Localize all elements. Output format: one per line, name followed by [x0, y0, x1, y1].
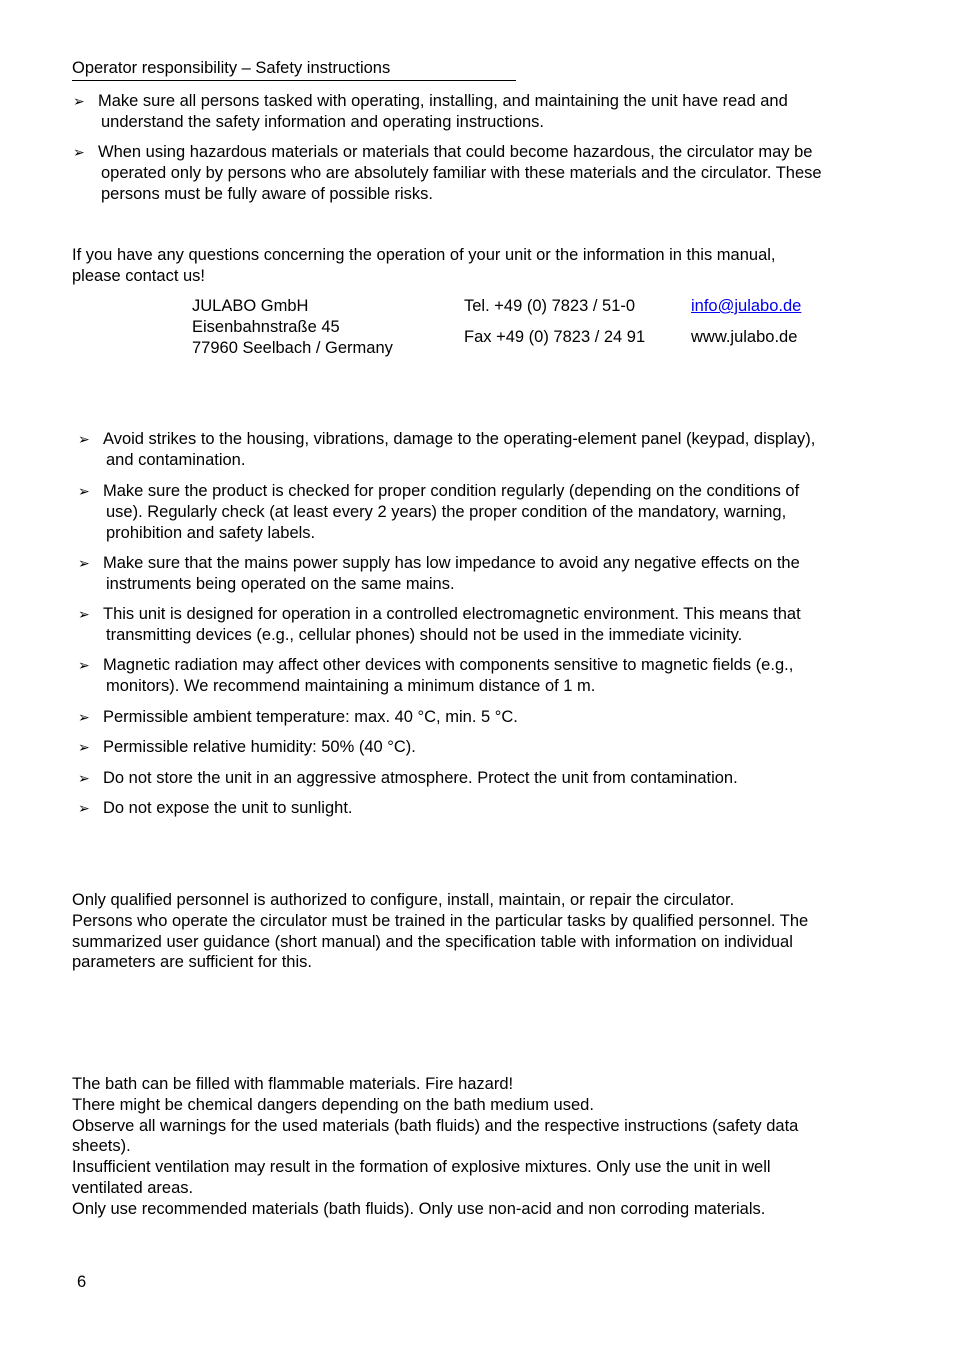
paragraph-line: Only qualified personnel is authorized to configure, install, maintain, or repair the circulator. [72, 891, 735, 909]
bullet-text: Avoid strikes to the housing, vibrations, damage to the operating-element panel (keypad, display), [103, 430, 816, 448]
paragraph-line: The bath can be filled with flammable materials. Fire hazard! [72, 1075, 514, 1093]
bullet-arrow-icon: ➢ [78, 606, 90, 622]
bullet-text: Magnetic radiation may affect other devices with components sensitive to magnetic fields (e.g., [103, 656, 794, 674]
bullet-arrow-icon: ➢ [78, 431, 90, 447]
bullet-arrow-icon: ➢ [78, 800, 90, 816]
bullet-text: This unit is designed for operation in a controlled electromagnetic environment. This means that [103, 605, 801, 623]
page-number: 6 [77, 1273, 87, 1291]
paragraph-line: Observe all warnings for the used materials (bath fluids) and the respective instructions (safety data [72, 1116, 799, 1135]
hazards-paragraph [72, 1074, 872, 1220]
bullet-text: use). Regularly check (at least every 2 years) the proper condition of the mandatory, warning, [106, 503, 787, 521]
city-address: 77960 Seelbach / Germany [192, 339, 393, 357]
paragraph-line: summarized user guidance (short manual) and the specification table with information on individual [72, 932, 793, 951]
paragraph-line: please contact us! [72, 266, 205, 285]
bullet-text: Do not expose the unit to sunlight. [103, 799, 353, 817]
bullet-arrow-icon: ➢ [78, 483, 90, 499]
bullet-text: instruments being operated on the same mains. [106, 575, 455, 593]
bullet-text: Do not store the unit in an aggressive atmosphere. Protect the unit from contamination. [103, 769, 738, 787]
website-text: www.julabo.de [691, 328, 798, 346]
fax-number: Fax +49 (0) 7823 / 24 91 [464, 328, 646, 346]
bullet-text: monitors). We recommend maintaining a minimum distance of 1 m. [106, 677, 596, 695]
paragraph-line: Persons who operate the circulator must be trained in the particular tasks by qualified personnel. The [72, 911, 809, 930]
contact-phone [464, 296, 645, 348]
paragraph-line: There might be chemical dangers depending on the bath medium used. [72, 1095, 594, 1114]
bullet-text: prohibition and safety labels. [106, 524, 316, 542]
list-item [78, 798, 898, 819]
bullet-text: and contamination. [106, 451, 246, 469]
bullet-text: persons must be fully aware of possible risks. [101, 185, 433, 203]
email-link[interactable]: info@julabo.de [691, 297, 802, 315]
list-item [78, 553, 898, 595]
list-item [73, 91, 893, 133]
list-item [78, 429, 898, 471]
list-item [78, 707, 898, 728]
header-title: Operator responsibility – Safety instructions [72, 59, 391, 77]
list-item [78, 768, 898, 789]
contact-address [192, 296, 393, 359]
bullet-text: transmitting devices (e.g., cellular phones) should not be used in the immediate vicinity. [106, 626, 743, 644]
page-header [72, 58, 516, 81]
bullet-text: When using hazardous materials or materials that could become hazardous, the circulator may be [98, 143, 813, 161]
paragraph-line: Only use recommended materials (bath fluids). Only use non-acid and non corroding materials. [72, 1199, 766, 1218]
contact-online [691, 296, 801, 348]
bullet-arrow-icon: ➢ [73, 144, 85, 160]
paragraph-line: parameters are sufficient for this. [72, 953, 312, 972]
paragraph-line: Insufficient ventilation may result in the formation of explosive mixtures. Only use the unit in well [72, 1158, 771, 1177]
bullet-text: Permissible ambient temperature: max. 40 °C, min. 5 °C. [103, 708, 518, 726]
bullet-arrow-icon: ➢ [78, 657, 90, 673]
bullet-arrow-icon: ➢ [78, 770, 90, 786]
list-item [78, 655, 898, 697]
list-item [78, 604, 898, 646]
bullet-text: Make sure the product is checked for proper condition regularly (depending on the conditions of [103, 482, 800, 500]
paragraph-line: ventilated areas. [72, 1178, 194, 1197]
list-item [78, 737, 898, 758]
list-item [73, 142, 893, 205]
personnel-paragraph [72, 890, 872, 973]
tel-number: Tel. +49 (0) 7823 / 51-0 [464, 297, 636, 315]
company-name: JULABO GmbH [192, 297, 309, 315]
bullet-text: operated only by persons who are absolutely familiar with these materials and the circulator. These [101, 164, 822, 182]
bullet-arrow-icon: ➢ [78, 739, 90, 755]
street-address: Eisenbahnstraße 45 [192, 318, 340, 336]
list-item [78, 481, 898, 544]
bullet-text: Make sure all persons tasked with operating, installing, and maintaining the unit have read and [98, 92, 788, 110]
paragraph-line: If you have any questions concerning the operation of your unit or the information in this manual, [72, 246, 776, 264]
bullet-arrow-icon: ➢ [73, 93, 85, 109]
bullet-arrow-icon: ➢ [78, 555, 90, 571]
bullet-arrow-icon: ➢ [78, 709, 90, 725]
bullet-text: Permissible relative humidity: 50% (40 °C). [103, 738, 416, 756]
bullet-text: Make sure that the mains power supply has low impedance to avoid any negative effects on the [103, 554, 800, 572]
bullet-text: understand the safety information and operating instructions. [101, 113, 545, 131]
contact-intro [72, 245, 872, 287]
paragraph-line: sheets). [72, 1137, 131, 1156]
